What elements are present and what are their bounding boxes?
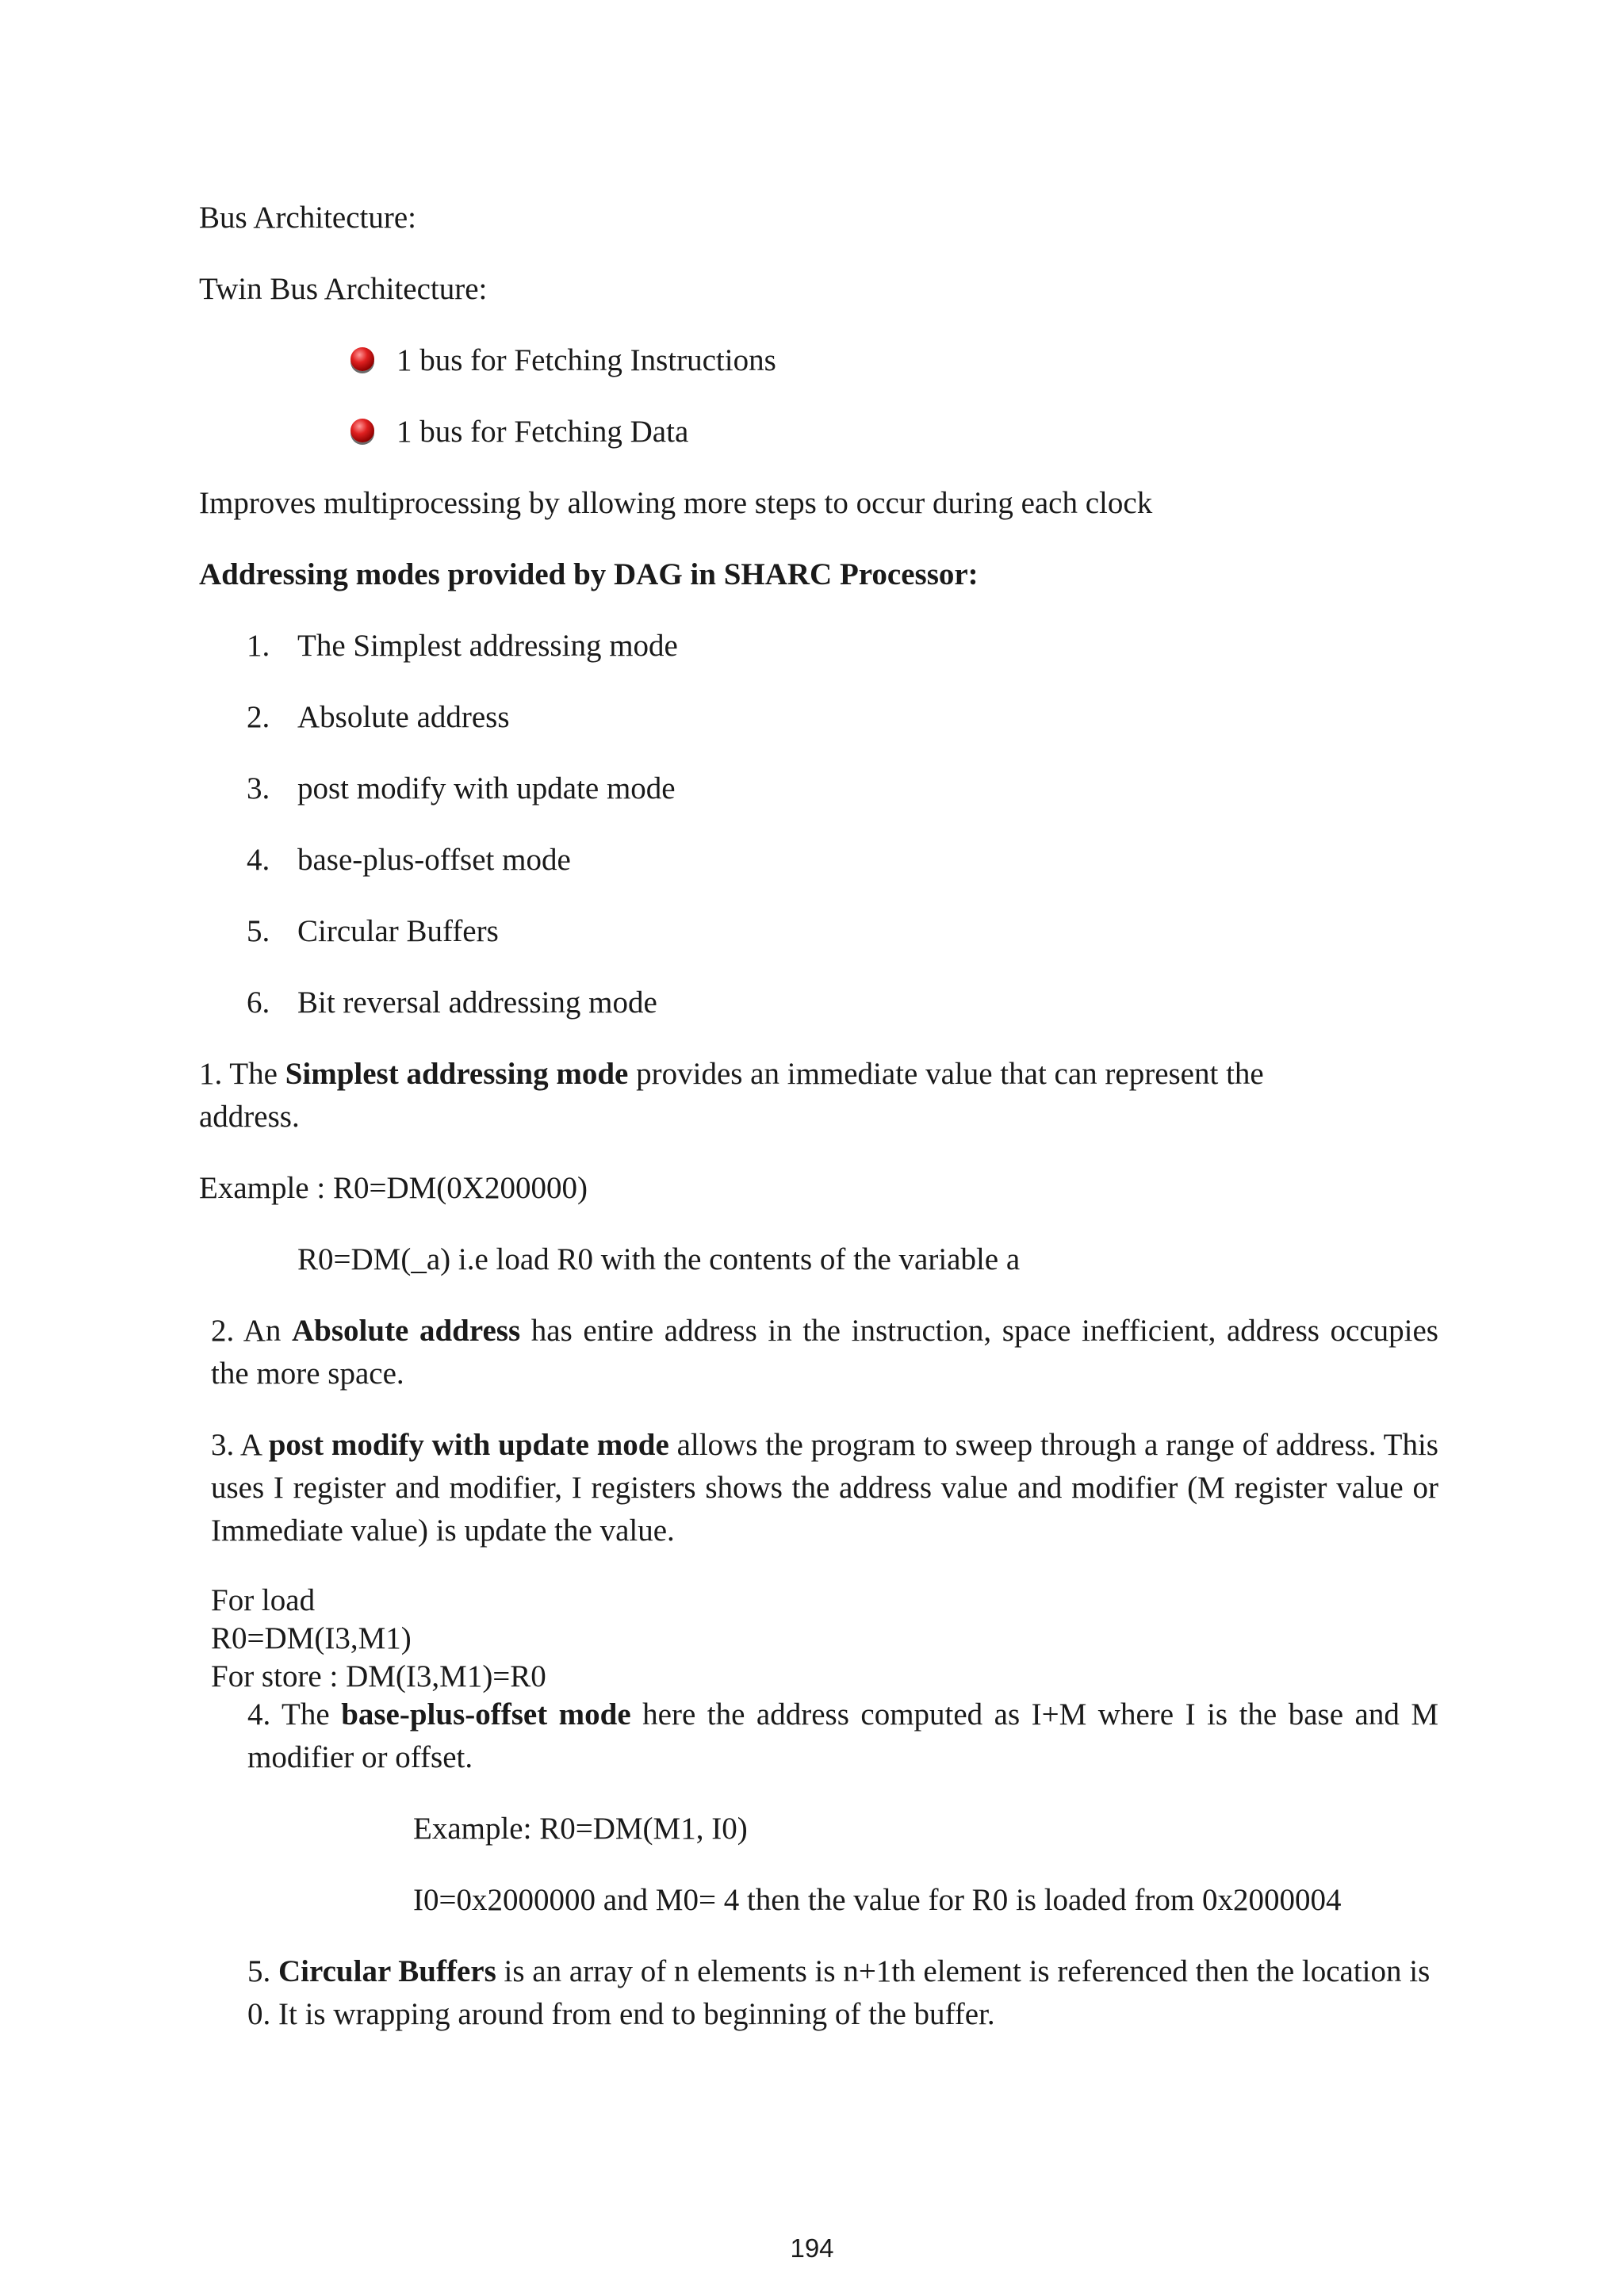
addressing-modes-heading: Addressing modes provided by DAG in SHARC Processor: [199,557,979,591]
paragraph-absolute-address: 2. An Absolute address has entire address in the instruction, space inefficient, address occupies the more space. [211,1314,1438,1391]
mode-list-item: 4. base-plus-offset mode [247,843,571,877]
improves-text: Improves multiprocessing by allowing more steps to occur during each clock [199,486,1153,520]
heading-bus-architecture: Bus Architecture: [199,201,417,235]
mode-list-item: 3. post modify with update mode [247,771,676,806]
load-code: R0=DM(I3,M1) [211,1621,412,1655]
mode-list-item: 1. The Simplest addressing mode [247,629,678,663]
example-simplest-b: R0=DM(_a) i.e load R0 with the contents of the variable a [297,1242,1021,1276]
paragraph-base-plus-offset: 4. The base-plus-offset mode here the address computed as I+M where I is the base and M modifier or offset. [247,1697,1439,1774]
example-simplest: Example : R0=DM(0X200000) [199,1171,588,1205]
mode-list-item: 5. Circular Buffers [247,914,499,948]
bullet-icon [350,347,374,371]
paragraph-post-modify: 3. A post modify with update mode allows the program to sweep through a range of address. This uses I register and modifier, I registers shows the address value and modifier (M register value or Immediate value) is update the value. [211,1428,1438,1548]
example-base-offset-b: I0=0x2000000 and M0= 4 then the value for R0 is loaded from 0x2000004 [413,1883,1342,1917]
mode-list-item: 6. Bit reversal addressing mode [247,985,657,1020]
paragraph-simplest-mode: 1. The Simplest addressing mode provides an immediate value that can represent the address. [199,1057,1264,1134]
example-base-offset: Example: R0=DM(M1, I0) [413,1812,748,1846]
for-load-label: For load [211,1583,316,1617]
bullet-item: 1 bus for Fetching Instructions [396,343,776,377]
bullet-icon [350,419,374,442]
store-code: For store : DM(I3,M1)=R0 [211,1659,546,1693]
heading-twin-bus: Twin Bus Architecture: [199,272,488,306]
mode-list-item: 2. Absolute address [247,700,510,734]
paragraph-circular-buffers: 5. Circular Buffers is an array of n elements is n+1th element is referenced then the location is 0. It is wrapping around from end to beginning of the buffer. [247,1954,1431,2031]
page-number: 194 [790,2233,834,2263]
bullet-item: 1 bus for Fetching Data [396,415,689,449]
